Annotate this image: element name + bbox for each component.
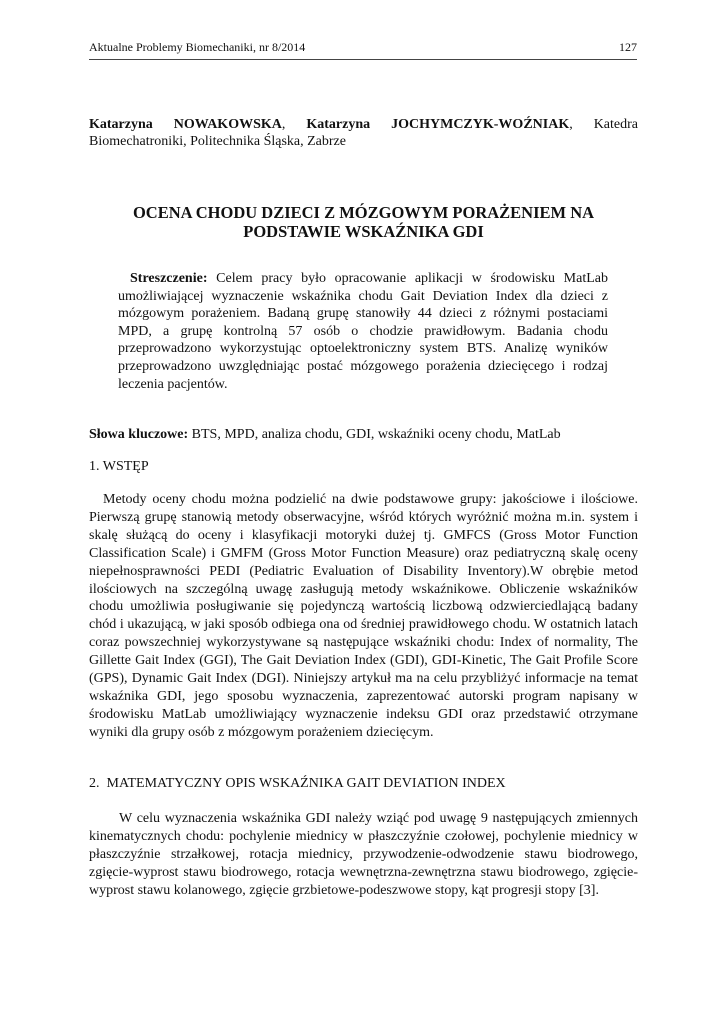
section-2-paragraph: W celu wyznaczenia wskaźnika GDI należy wziąć pod uwagę 9 następujących zmiennych kinematycznych chodu: pochylenie miednicy w płaszczyźnie czołowej, pochylenie miednicy w płaszczyźnie strzałkowej, rotacja miednicy, przywodzenie-odwodzenie stawu biodrowego, zgięcie-wyprost stawu biodrowego, rotacja wewnętrzna-zewnętrzna stawu biodrowego, zgięcie-wyprost stawu kolanowego, zgięcie grzbietowe-podeszwowe stopy, kąt progresji stopy [3]. [89,811,638,898]
abstract [118,270,608,393]
section-1-paragraph: Metody oceny chodu można podzielić na dwie podstawowe grupy: jakościowe i ilościowe. Pierwszą grupę stanowią metody obserwacyjne, wśród których wyróżnić można m.in. system i skalę służącą do oceny i klasyfikacji motoryki dużej tj. GMFCS (Gross Motor Function Classification Scale) i GMFM (Gross Motor Function Measure) oraz pediatryczną skalę oceny niepełnosprawności PEDI (Pediatric Evaluation of Disability Inventory).W obrębie metod ilościowych na szczególną uwagę zasługują metody wskaźnikowe. Obliczenie wskaźników chodu umożliwia posługiwanie się pojedynczą wartością liczbową odzwierciedlającą badany chód i ukazującą, w jaki sposób odbiega ona od średniej prawidłowego chodu. W ostatnich latach coraz powszechniej wykorzystywane są następujące wskaźniki chodu: Index of normality, The Gillette Gait Index (GGI), The Gait Deviation Index (GDI), GDI-Kinetic, The Gait Profile Score (GPS), Dynamic Gait Index (DGI). Niniejszy artykuł ma na celu przybliżyć informacje na temat wskaźnika GDI, jego sposobu wyznaczenia, zaprezentować autorski program napisany w środowisku MatLab umożliwiający wyznaczenie indeksu GDI oraz przedstawić otrzymane wyniki dla grupy osób z mózgowym porażeniem dziecięcym. [89,492,638,740]
journal-name: Aktualne Problemy Biomechaniki, nr 8/2014 [89,40,306,54]
page-number: 127 [619,40,637,54]
author-2: Katarzyna JOCHYMCZYK-WOŹNIAK [306,117,570,132]
keywords-label: Słowa kluczowe: [89,427,189,442]
section-heading-1: 1. WSTĘP [89,459,149,474]
keywords [89,426,638,443]
author-1: Katarzyna NOWAKOWSKA [89,117,282,132]
affiliation: , Katedra Biomechatroniki, Politechnika Śląska, Zabrze [89,117,638,149]
author-separator: , [281,117,307,132]
section-heading-2: 2. MATEMATYCZNY OPIS WSKAŹNIKA GAIT DEVIATION INDEX [89,776,506,791]
keywords-text: BTS, MPD, analiza chodu, GDI, wskaźniki oceny chodu, MatLab [188,427,561,442]
author-line [89,116,638,150]
abstract-text: Celem pracy było opracowanie aplikacji w środowisku MatLab umożliwiającej wyznaczenie wskaźnika chodu Gait Deviation Index dla dzieci z mózgowym porażeniem. Badaną grupę stanowiły 44 dzieci z różnymi postaciami MPD, a grupę kontrolną 57 osób o chodzie prawidłowym. Badania chodu przeprowadzono wykorzystując optoelektroniczny system BTS. Analizę wyników przeprowadzono uwzględniając postać mózgowego porażenia dziecięcego i rodzaj leczenia pacjentów. [118,271,608,392]
running-header [89,40,637,60]
paper-title: OCENA CHODU DZIECI Z MÓZGOWYM PORAŻENIEM NA PODSTAWIE WSKAŹNIKA GDI [132,203,595,241]
abstract-label: Streszczenie: [130,271,208,286]
